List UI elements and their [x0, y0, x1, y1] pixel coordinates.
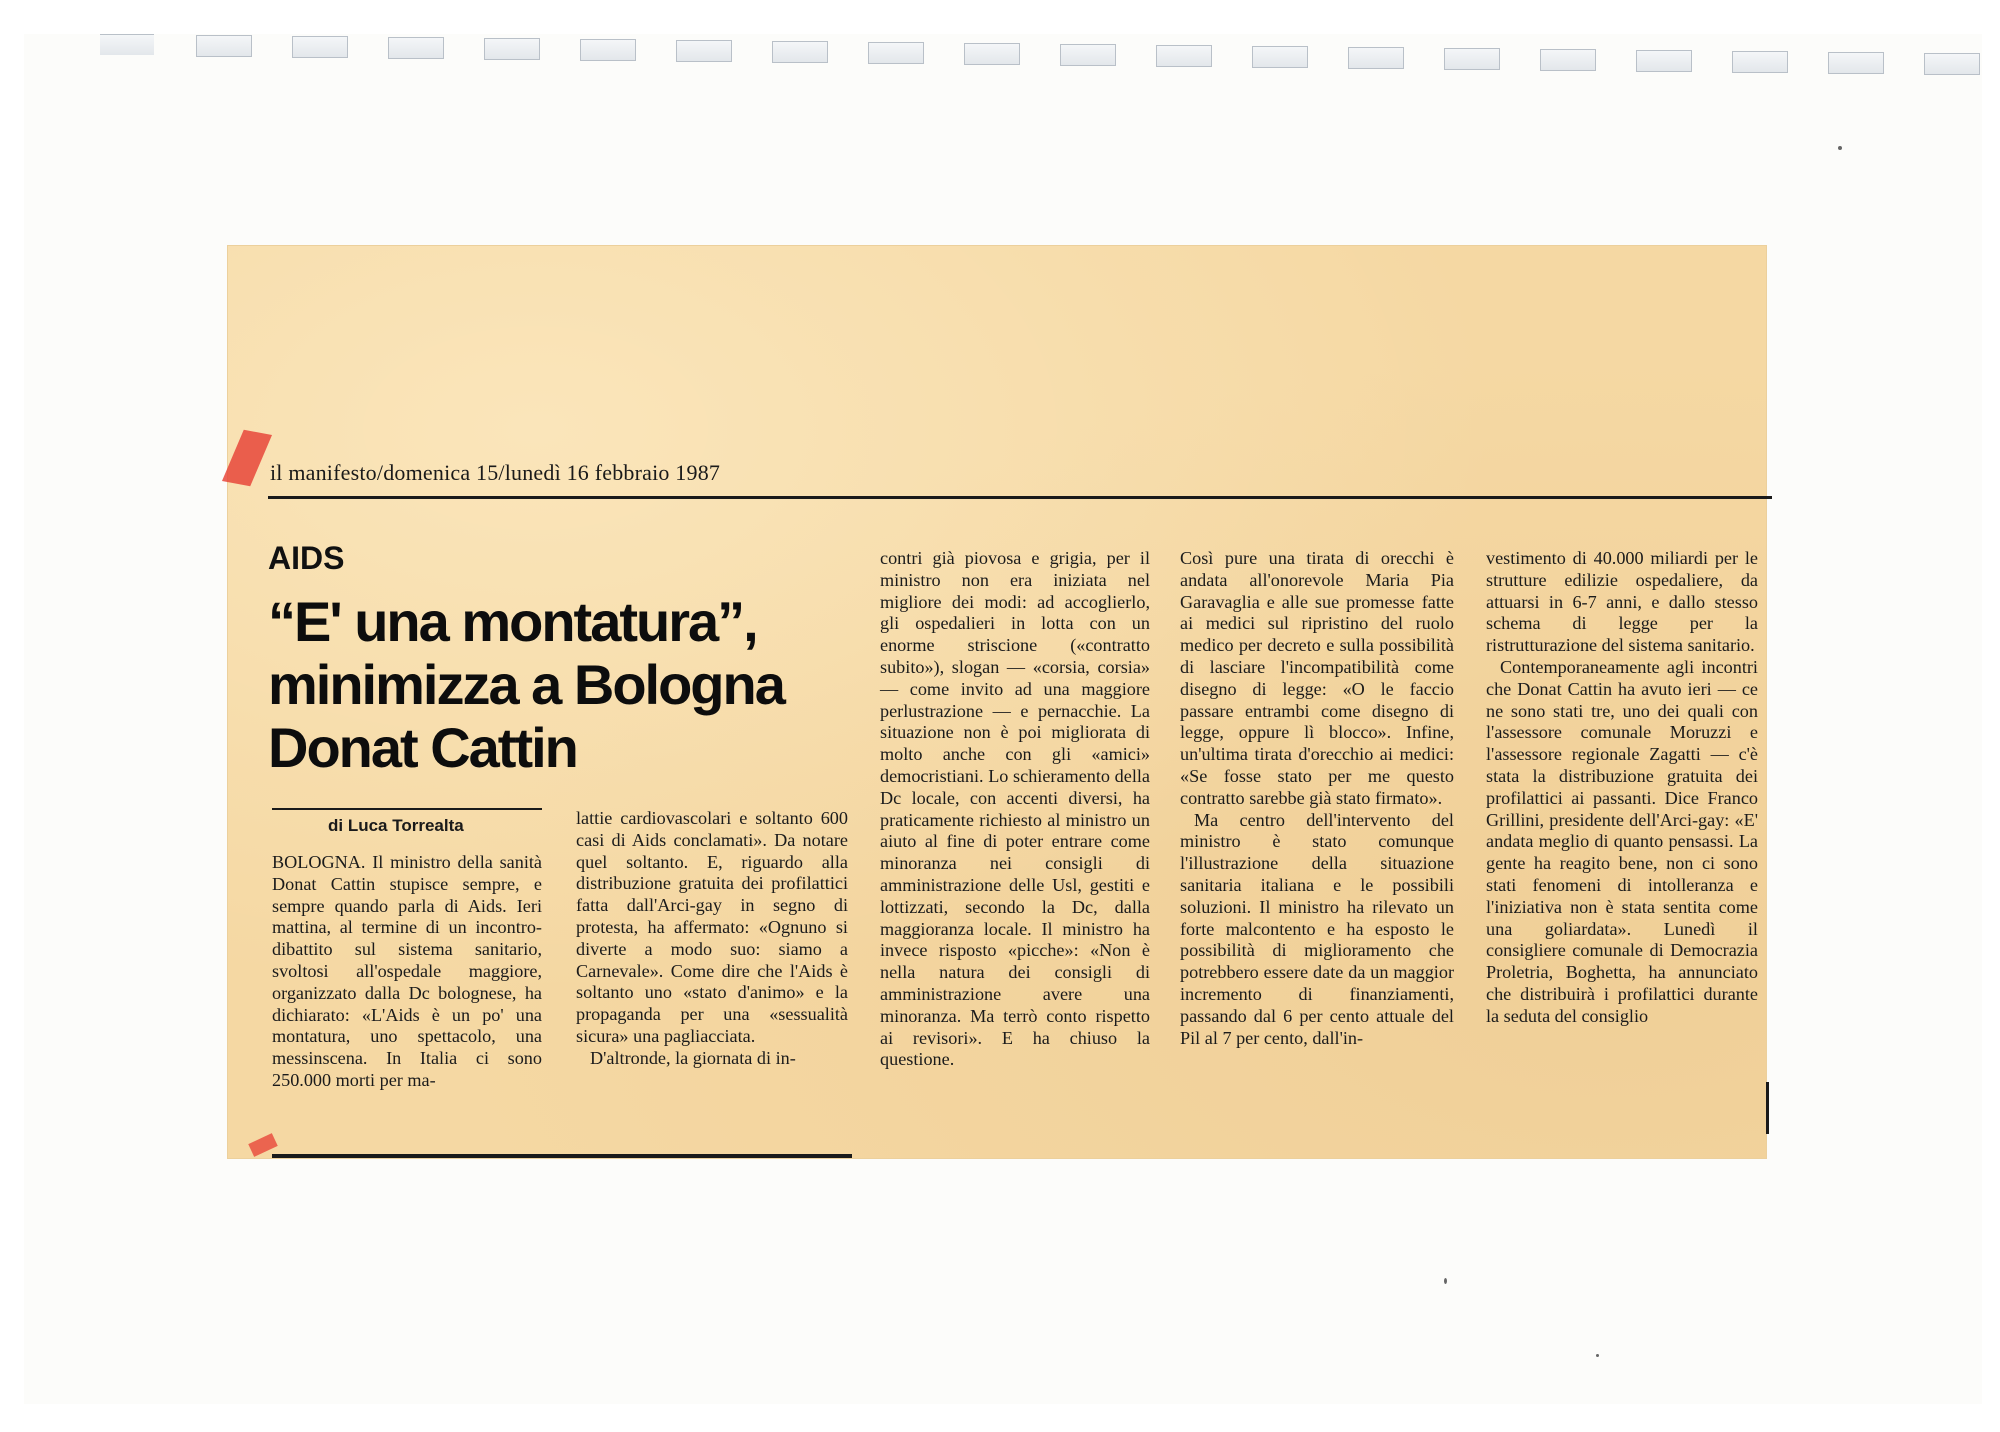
article-column-1 — [272, 852, 542, 1092]
article-paragraph: Ma centro dell'intervento del ministro è stato comunque l'illustrazione della situazione sanitaria italiana e le possibili soluzioni. Il ministro ha rilevato un forte malcontento e ha esposto le possibilità di miglioramento che potrebbero essere date da un maggior incremento di finanziamenti, passando dal 6 per cento attuale del Pil al 7 per cento, dall'in- — [1180, 809, 1454, 1048]
speck — [1444, 1278, 1447, 1284]
masthead-rule — [268, 496, 1772, 499]
speck — [1838, 146, 1842, 150]
article-paragraph: Così pure una tirata di orecchi è andata all'onorevole Maria Pia Garavaglia e alle sue promesse fatte ai medici sul ripristino del ruolo medico per decreto e sulla possibilità di lasciare l'incompatibilità come disegno di legge: «O le faccio passare entrambi come disegno di legge, oppure lì blocco». Infine, un'ultima tirata d'orecchio ai medici: «Se fosse stato per me questo contratto sarebbe già stato firmato». — [1180, 548, 1454, 808]
article-column-2 — [576, 808, 848, 1070]
article-column-3 — [880, 548, 1150, 1071]
byline-rule — [272, 808, 542, 810]
right-rule — [1766, 1082, 1769, 1134]
article-paragraph: D'altronde, la giornata di in- — [590, 1047, 796, 1068]
article-paragraph: contri già piovosa e grigia, per il ministro non era iniziata nel migliore dei modi: ad accoglierlo, gli ospedalieri in lotta con un enorme striscione («contratto subito»), slogan — «corsia, corsia» — come invito ad una maggiore perlustrazione — e pernacchie. La situazione non è poi migliorata di molto anche con gli «amici» democristiani. Lo schieramento della Dc locale, con accenti diversi, ha praticamente richiesto al ministro un aiuto al fine di poter entrare come minoranza nei consigli di amministrazione delle Usl, gestiti e lottizzati, secondo la Dc, dalla maggioranza locale. Il ministro ha invece risposto «picche»: «Non è nella natura dei consigli di amministrazione avere una minoranza. Ma terrò conto rispetto ai revisori». E ha chiuso la questione. — [880, 548, 1150, 1070]
section-kicker: AIDS — [268, 540, 345, 576]
article-paragraph: vestimento di 40.000 miliardi per le strutture edilizie ospedaliere, da attuarsi in 6-7 anni, e dallo stesso schema di legge per la ristrutturazione del sistema sanitario. — [1486, 548, 1758, 656]
article-paragraph: lattie cardiovascolari e soltanto 600 casi di Aids conclamati». Da notare quel soltanto. E, riguardo alla distribuzione gratuita dei profilattici fatta dall'Arci-gay in segno di protesta, ha affermato: «Ognuno si diverte a modo suo: siamo a Carnevale». Come dire che l'Aids è soltanto uno «stato d'animo» e la propaganda per una «sessualità sicura» una pagliacciata. — [576, 808, 848, 1046]
speck — [1596, 1354, 1599, 1357]
byline: di Luca Torrealta — [328, 816, 464, 835]
article-paragraph: BOLOGNA. Il ministro della sanità Donat Cattin stupisce sempre, e sempre quando parla di Aids. Ieri mattina, al termine di un incontro-dibattito sul sistema sanitario, svoltosi all'ospedale maggiore, organizzato dalla Dc bolognese, ha dichiarato: «L'Aids è un po' una montatura, uno spettacolo, una messinscena. In Italia ci sono 250.000 morti per ma- — [272, 852, 542, 1090]
bottom-rule — [272, 1154, 852, 1158]
binder-tabs — [100, 34, 1980, 94]
headline: “E' una montatura”, minimizza a Bologna Donat Cattin — [268, 590, 784, 779]
article-column-4 — [1180, 548, 1454, 1049]
article-column-5 — [1486, 548, 1758, 1028]
article-paragraph: Contemporaneamente agli incontri che Donat Cattin ha avuto ieri — ce ne sono stati tre, uno dei quali con l'assessore comunale Moruzzi e l'assessore regionale Zagatti — c'è stata la distribuzione gratuita dei profilattici ai passanti. Dice Franco Grillini, presidente dell'Arci-gay: «E' andata meglio di quanto pensassi. La gente ha reagito bene, non ci sono stati fenomeni di intolleranza e l'iniziativa non è stata sentita come una goliardata». Lunedì il consigliere comunale di Democrazia Proletria, Boghetta, ha annunciato che distribuirà i profilattici durante la seduta del consiglio — [1486, 656, 1758, 1026]
masthead: il manifesto/domenica 15/lunedì 16 febbraio 1987 — [270, 460, 721, 485]
